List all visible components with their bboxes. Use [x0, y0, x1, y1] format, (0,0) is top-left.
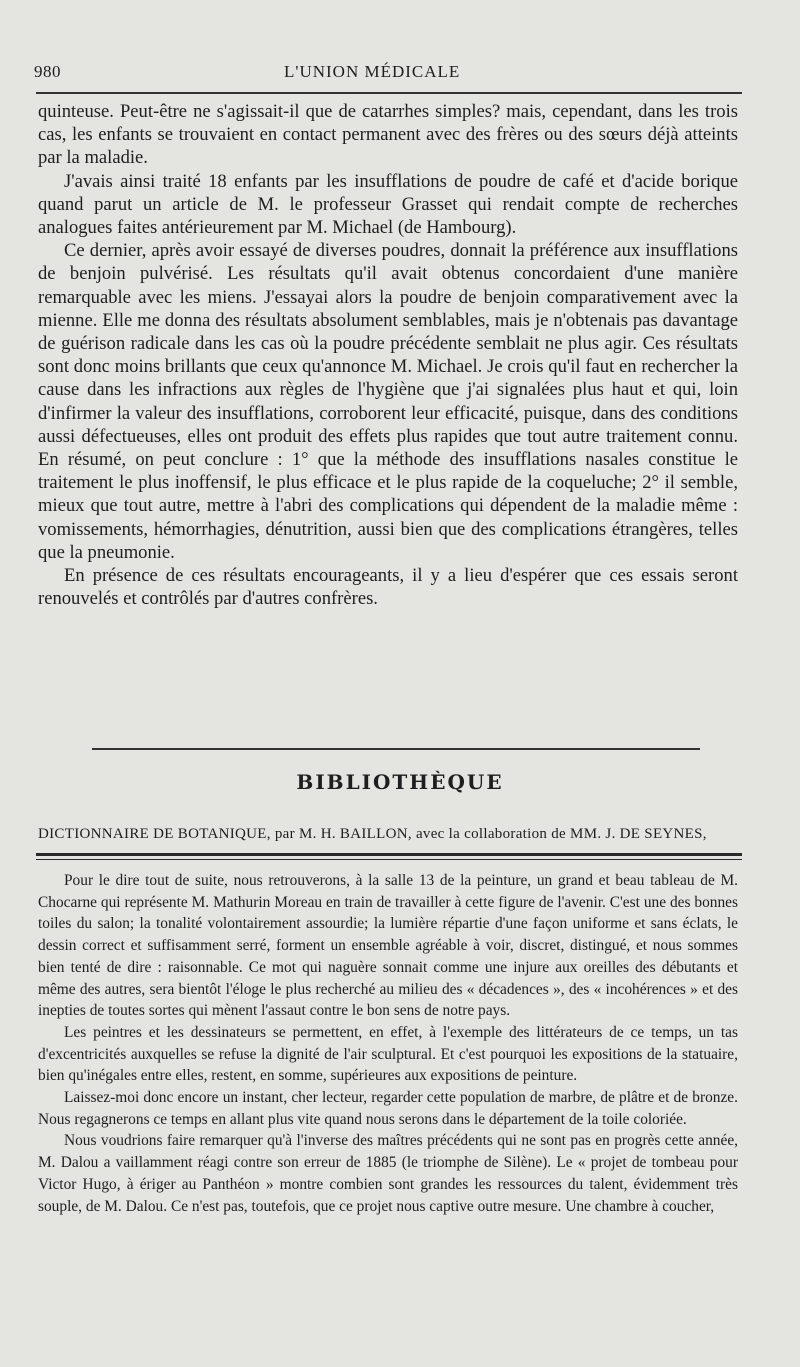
header-rule	[36, 92, 742, 94]
page-header	[34, 56, 738, 86]
review-paragraph-4: Nous voudrions faire remarquer qu'à l'inverse des maîtres précédents qui ne sont pas en progrès cette année, M. Dalou a vaillamment réagi contre son erreur de 1885 (le triomphe de Silène). Le « projet de tombeau pour Victor Hugo, à ériger au Panthéon » montre combien sont grandes les ressources du talent, évidemment très souple, de M. Dalou. Ce n'est pas, toutefois, que ce projet nous captive outre mesure. Une chambre à coucher,	[38, 1132, 738, 1215]
review-paragraph-1: Pour le dire tout de suite, nous retrouverons, à la salle 13 de la peinture, un grand et beau tableau de M. Chocarne qui représente M. Mathurin Moreau en train de travailler à cette figure de l'avenir. C'est une des bonnes toiles du salon; la tonalité volontairement assourdie; la lumière répartie d'une façon uniforme et sans éclats, le dessin correct et suffisamment serré, forment un ensemble agréable à voir, discret, distingué, et nous sommes bien tenté de dire : raisonnable. Ce mot qui naguère sonnait comme une injure aux oreilles des débutants et même des autres, sera bientôt l'éloge le plus recherché au milieu des « décadences », des « incohérences » et des inepties de toutes sortes qui mènent l'assaut contre le bon sens de notre pays.	[38, 872, 738, 1020]
article-paragraph-2: J'avais ainsi traité 18 enfants par les insufflations de poudre de café et d'acide borique quand parut un article de M. le professeur Grasset qui rendait compte de recherches analogues faites antérieurement par M. Michael (de Hambourg).	[38, 170, 738, 239]
article-paragraph-3: Ce dernier, après avoir essayé de diverses poudres, donnait la préférence aux insufflations de benjoin pulvérisé. Les résultats qu'il avait obtenus concordaient d'une manière remarquable avec les miens. J'essayai alors la poudre de benjoin comparativement avec la mienne. Elle me donna des résultats absolument semblables, mais je n'obtenais pas davantage de guérison radicale dans les cas où la poudre précédente semblait ne plus agir. Ces résultats sont donc moins brillants que ceux qu'annonce M. Michael. Je crois qu'il faut en rechercher la cause dans les infractions aux règles de l'hygiène que j'ai signalées plus haut et qui, loin d'infirmer la valeur des insufflations, corroborent leur efficacité, puisque, dans des conditions aussi défectueuses, elles ont produit des effets plus rapides que tout autre traitement connu. En résumé, on peut conclure : 1° que la méthode des insufflations nasales constitue le traitement le plus inoffensif, le plus efficace et le plus rapide de la coqueluche; 2° il semble, mieux que tout autre, mettre à l'abri des complications qui dépendent de la maladie même : vomissements, hémorrhagies, dénutrition, aussi bien que des complications étrangères, telles que la pneumonie.	[38, 240, 738, 563]
section-title: BIBLIOTHÈQUE	[296, 770, 504, 794]
article-body	[38, 100, 738, 610]
running-head: L'UNION MÉDICALE	[284, 62, 461, 81]
review-heading: DICTIONNAIRE DE BOTANIQUE, par M. H. BAILLON, avec la collaboration de MM. J. DE SEYNES,	[38, 826, 707, 842]
section-divider	[92, 748, 700, 750]
review-rule-thick	[36, 853, 742, 856]
article-paragraph-4: En présence de ces résultats encourageants, il y a lieu d'espérer que ces essais seront renouvelés et contrôlés par d'autres confrères.	[38, 565, 738, 610]
review-body	[38, 870, 738, 1217]
review-paragraph-3: Laissez-moi donc encore un instant, cher lecteur, regarder cette population de marbre, de plâtre et de bronze. Nous regagnerons ce temps en allant plus vite quand nous serons dans le département de la toile coloriée.	[38, 1089, 738, 1128]
article-paragraph-1: quinteuse. Peut-être ne s'agissait-il que de catarrhes simples? mais, cependant, dans les trois cas, les enfants se trouvaient en contact permanent avec des frères ou des sœurs déjà atteints par la maladie.	[38, 101, 738, 169]
review-rule-thin	[36, 859, 742, 860]
page-number: 980	[34, 62, 61, 81]
review-paragraph-2: Les peintres et les dessinateurs se permettent, en effet, à l'exemple des littérateurs de ce temps, un tas d'excentricités auxquelles se refuse la dignité de l'air sculptural. Et c'est pourquoi les expositions de la statuaire, bien qu'inégales entre elles, restent, en somme, supérieures aux expositions de peinture.	[38, 1023, 738, 1085]
